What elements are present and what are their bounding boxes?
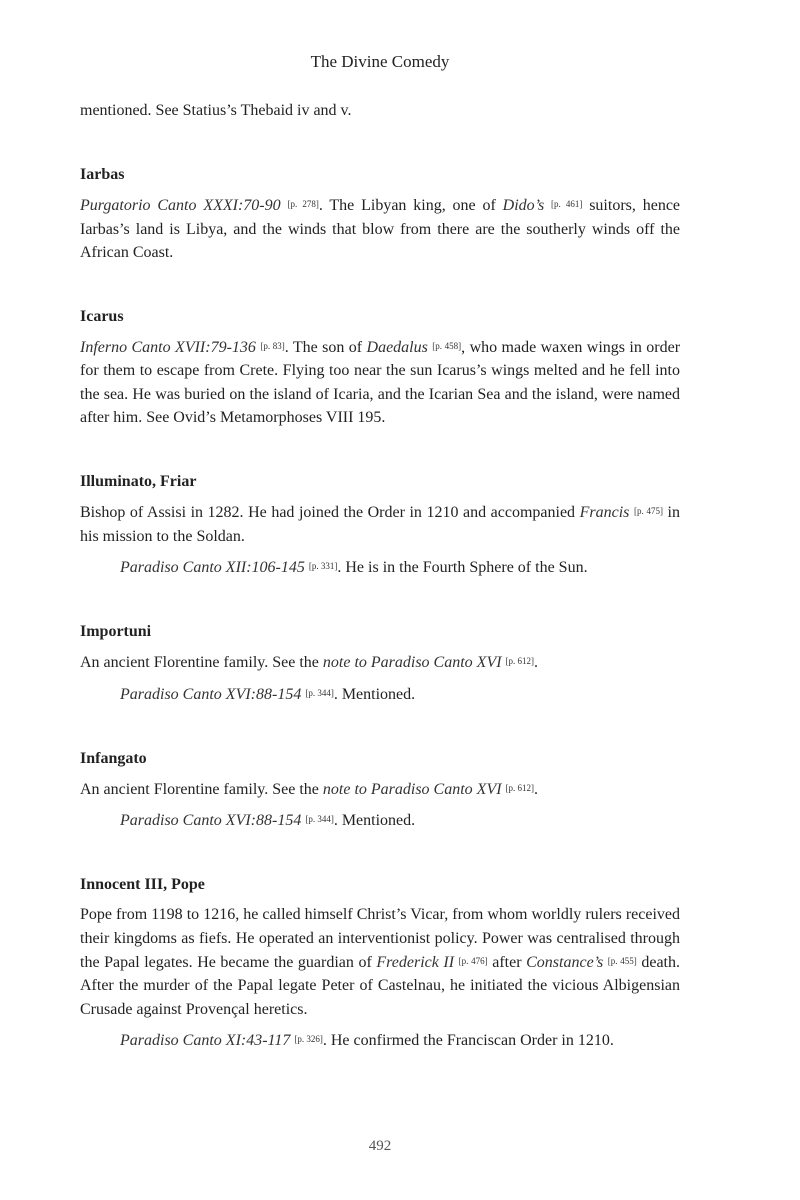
page-ref[interactable]: [p. 326] [294, 1033, 323, 1044]
body-text: An ancient Florentine family. See the [80, 780, 323, 798]
page-ref[interactable]: [p. 455] [607, 956, 637, 967]
body-text: . The Libyan king, one of [318, 197, 503, 215]
body-text: . He is in the Fourth Sphere of the Sun. [337, 558, 588, 576]
body-text: . Mentioned. [333, 812, 416, 830]
name-link[interactable]: Daedalus [366, 339, 428, 357]
entry-title: Innocent III, Pope [80, 876, 205, 894]
body-text: An ancient Florentine family. See the [80, 654, 323, 672]
page-header-title: The Divine Comedy [310, 52, 450, 71]
canto-link[interactable]: Inferno Canto XVII:79-136 [80, 339, 256, 357]
entry-icarus [80, 305, 680, 429]
name-link[interactable]: Francis [579, 504, 630, 522]
name-link[interactable]: Dido’s [502, 197, 545, 215]
entry-title: Iarbas [80, 166, 125, 184]
canto-link[interactable]: Paradiso Canto XI:43-117 [120, 1031, 291, 1049]
entry-iarbas [80, 163, 680, 264]
entry-body [80, 500, 680, 548]
body-text: Bishop of Assisi in 1282. He had joined the Order in 1210 and accompanied [80, 504, 580, 522]
intro-paragraph: mentioned. See Statius’s Thebaid iv and v. [80, 102, 352, 119]
canto-link[interactable]: Purgatorio Canto XXXI:70-90 [80, 197, 281, 215]
body-text: after [487, 954, 527, 972]
page-ref[interactable]: [p. 278] [287, 199, 319, 210]
page-ref[interactable]: [p. 344] [305, 687, 334, 698]
entry-importuni [80, 620, 680, 706]
name-link[interactable]: Constance’s [526, 954, 604, 972]
page-ref[interactable]: [p. 612] [505, 782, 535, 793]
canto-link[interactable]: Paradiso Canto XVI:88-154 [120, 812, 302, 830]
body-text: Pope from 1198 to 1216, he called himself Christ’s Vicar, from whom worldly rulers received their kingdoms as fiefs. He operated an interventionist policy. Power was centralised through the Papal legates. He became the guardian of [80, 906, 680, 972]
entry-body [80, 193, 680, 264]
body-text: , who made waxen wings in order for them to escape from Crete. Flying too near the sun Icarus’s wings melted and he fell into the sea. He was buried on the island of Icaria, and the Icarian Sea and the island, were named after him. See Ovid’s Metamorphoses VIII 195. [80, 339, 681, 427]
body-text: . [534, 654, 539, 672]
body-text: . The son of [284, 339, 367, 357]
body-text: . He confirmed the Franciscan Order in 1210. [322, 1031, 614, 1049]
entry-body [80, 903, 680, 1020]
entry-title: Icarus [80, 308, 124, 326]
body-text: in his mission to the Soldan. [80, 504, 680, 545]
body-text: suitors, hence Iarbas’s land is Libya, and the winds that blow from there are the southerly winds off the African Coast. [80, 197, 681, 261]
page-ref[interactable]: [p. 344] [305, 814, 334, 825]
canto-reference [80, 1028, 680, 1052]
body-text: . [534, 780, 539, 798]
entry-title: Infangato [80, 749, 147, 767]
page-ref[interactable]: [p. 83] [260, 341, 285, 352]
page-ref[interactable]: [p. 331] [308, 560, 338, 571]
page-number: 492 [368, 1138, 392, 1154]
body-text: death. After the murder of the Papal legate Peter of Castelnau, he initiated the vicious Albigensian Crusade against Provençal heretics. [80, 954, 681, 1018]
canto-reference [80, 555, 680, 579]
entry-illuminato [80, 470, 680, 579]
page-ref[interactable]: [p. 476] [458, 956, 488, 967]
name-link[interactable]: Frederick II [376, 954, 455, 972]
page-ref[interactable]: [p. 461] [551, 199, 583, 210]
entry-infangato [80, 747, 680, 833]
page-ref[interactable]: [p. 475] [633, 506, 663, 517]
entry-body [80, 650, 680, 674]
canto-reference [80, 682, 680, 706]
entry-body [80, 777, 680, 801]
canto-link[interactable]: Paradiso Canto XII:106-145 [120, 558, 305, 576]
page-ref[interactable]: [p. 612] [505, 656, 535, 667]
note-link[interactable]: note to Paradiso Canto XVI [322, 780, 502, 798]
entry-innocent-iii [80, 873, 680, 1052]
canto-reference [80, 808, 680, 832]
entry-body [80, 335, 680, 429]
entry-title: Importuni [80, 623, 152, 641]
page-content [80, 99, 680, 1052]
body-text: . Mentioned. [333, 685, 416, 703]
page-ref[interactable]: [p. 458] [432, 341, 462, 352]
note-link[interactable]: note to Paradiso Canto XVI [322, 654, 502, 672]
entry-title: Illuminato, Friar [80, 473, 197, 491]
canto-link[interactable]: Paradiso Canto XVI:88-154 [120, 685, 302, 703]
